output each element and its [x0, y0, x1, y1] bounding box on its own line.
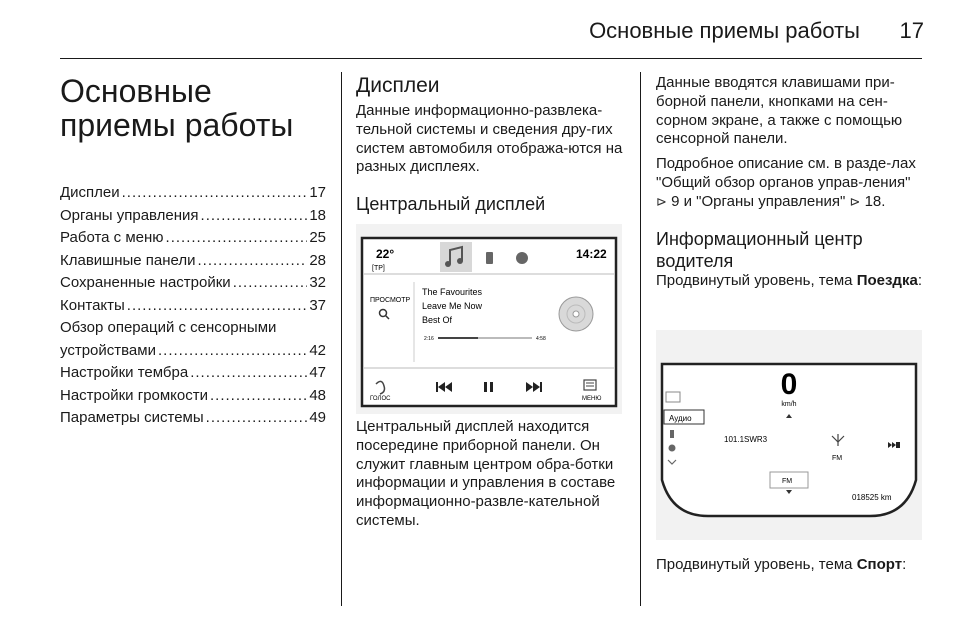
sport-theme-line: Продвинутый уровень, тема Спорт: [656, 556, 907, 573]
central-display-caption: Центральный дисплей находится посередине приборной панели. Он служит главным центром обра-ботки информации и управления в составе информационно-развле-кательной системы. [356, 418, 616, 529]
toc-column [60, 74, 326, 430]
subheading-driver-info-center: Информационный центр водителя [656, 228, 863, 271]
toc-entry-touch-overview[interactable]: Обзор операций с сенсорными устройствами ..... 42 [60, 317, 326, 362]
view-label: ПРОСМОТР [370, 297, 411, 304]
band-selector-label: FM [782, 478, 793, 485]
phone-icon[interactable] [486, 252, 493, 264]
table-of-contents [60, 182, 326, 430]
displays-column [356, 74, 626, 215]
toc-entry-system-settings[interactable]: Параметры системы ..... 49 [60, 407, 326, 430]
theme-trip: Поездка [856, 271, 918, 289]
toc-entry-tone-settings[interactable]: Настройки тембра ..... 47 [60, 362, 326, 385]
toc-entry-menu-operation[interactable]: Работа с меню ..... 25 [60, 227, 326, 250]
navigation-icon[interactable] [669, 445, 676, 452]
page-number: 17 [899, 18, 924, 43]
header-rule [60, 58, 922, 59]
time-total: 4:58 [536, 336, 546, 342]
band-indicator: FM [832, 455, 843, 462]
voice-label: ГОЛОС [370, 396, 391, 402]
track-line-3: Best Of [422, 315, 453, 325]
reference-arrow-icon: ⊳ [656, 193, 667, 209]
radio-station: 101.1SWR3 [724, 435, 768, 444]
page-ref-9[interactable]: 9 [671, 192, 680, 210]
track-line-2: Leave Me Now [422, 301, 483, 311]
speed-unit: km/h [781, 401, 797, 408]
sport-theme-block [656, 556, 922, 575]
time-elapsed: 2:16 [424, 336, 434, 342]
page-ref-18[interactable]: 18. [864, 192, 886, 210]
theme-sport: Спорт [856, 556, 903, 573]
speed-readout: 0 [780, 368, 798, 401]
cd-disc-icon [559, 297, 593, 331]
central-display-caption-block [356, 418, 626, 531]
section-heading-displays: Дисплеи [356, 74, 440, 97]
track-line-1: The Favourites [422, 287, 483, 297]
menu-label: МЕНЮ [582, 396, 602, 402]
phone-icon[interactable] [670, 430, 674, 438]
column-divider-right [640, 72, 641, 606]
chapter-title: Основные приемы работы [60, 73, 294, 143]
tp-indicator: [TP] [372, 265, 385, 272]
toc-entry-controls[interactable]: Органы управления ..... 18 [60, 205, 326, 228]
toc-entry-saved-settings[interactable]: Сохраненные настройки ..... 32 [60, 272, 326, 295]
running-header-title: Основные приемы работы [589, 18, 860, 43]
info-icon[interactable] [516, 252, 528, 264]
displays-intro: Данные информационно-развлека-тельной системы и сведения дру-гих систем автомобиля отобража-ются на разных дисплеях. [356, 102, 623, 176]
input-methods-paragraph: Данные вводятся клавишами при-борной панели, кнопками на сен-сорном экране, а также с помощью сенсорной панели. [656, 74, 903, 148]
temp-readout: 22° [376, 247, 395, 261]
toc-entry-volume-settings[interactable]: Настройки громкости ..... 48 [60, 385, 326, 408]
column-divider-left [341, 72, 342, 606]
see-also-paragraph: Подробное описание см. в разде-лах "Общий обзор органов управ-ления" ⊳ 9 и "Органы управления" ⊳ 18. [656, 155, 916, 210]
audio-menu-label: Аудио [669, 414, 692, 423]
toc-entry-displays[interactable]: Дисплеи ..... 17 [60, 182, 326, 205]
toc-entry-contacts[interactable]: Контакты ..... 37 [60, 295, 326, 318]
instrument-cluster-figure [656, 330, 922, 540]
reference-arrow-icon: ⊳ [849, 193, 861, 209]
clock-readout: 14:22 [576, 247, 607, 261]
subheading-central-display: Центральный дисплей [356, 194, 546, 215]
odometer: 018525 km [852, 493, 892, 502]
trip-theme-line: Продвинутый уровень, тема Поездка: [656, 271, 922, 289]
central-display-figure [356, 224, 622, 414]
audio-note-icon[interactable] [440, 242, 472, 272]
input-and-dic-column [656, 74, 922, 290]
toc-entry-keypads[interactable]: Клавишные панели ..... 28 [60, 250, 326, 273]
